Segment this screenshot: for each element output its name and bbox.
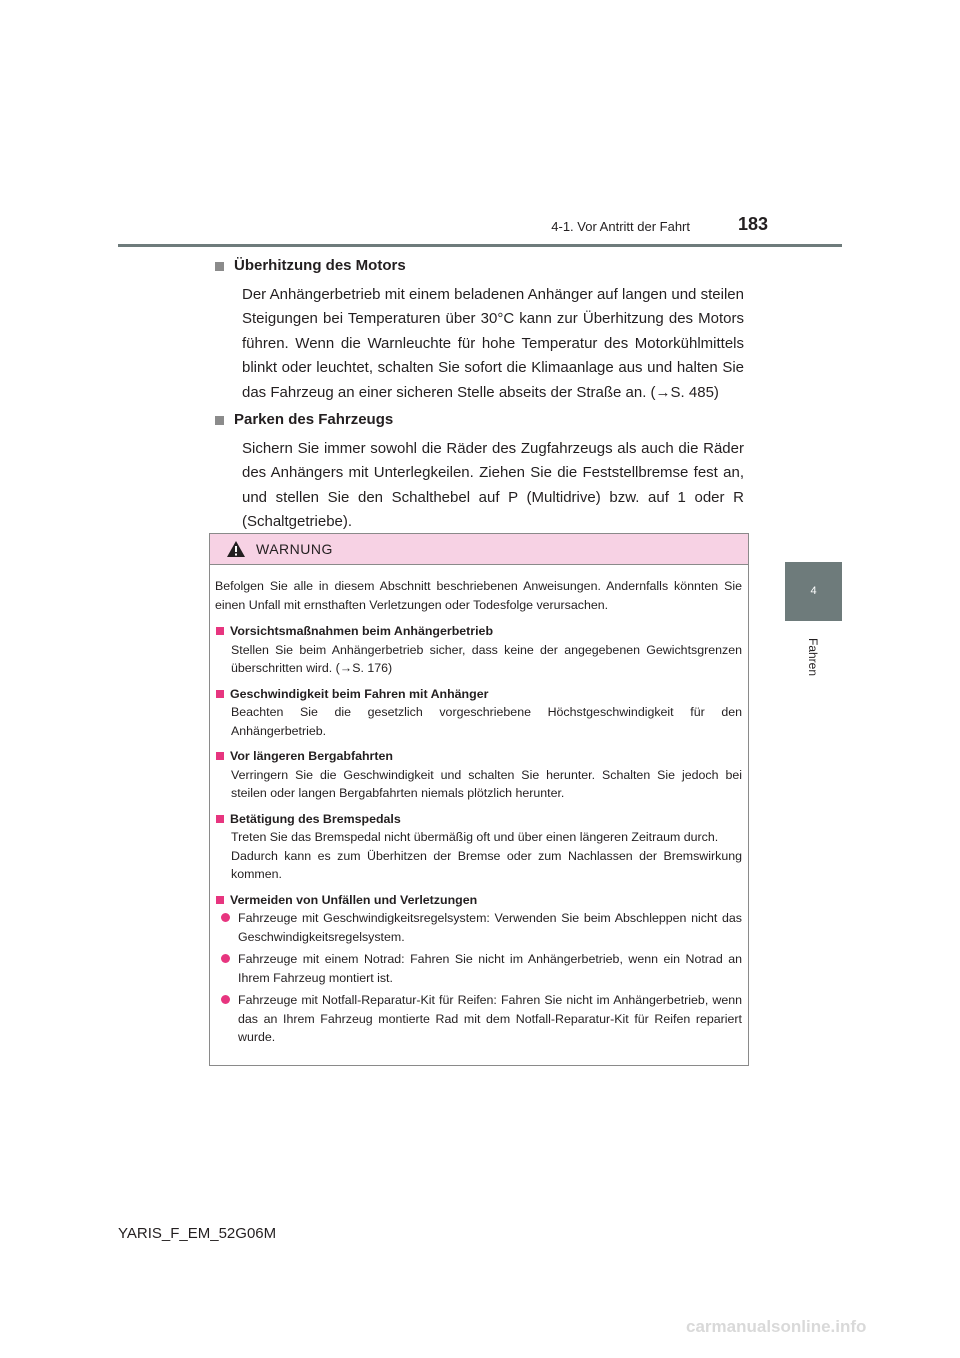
document-code: YARIS_F_EM_52G06M xyxy=(118,1225,277,1242)
warning-bullet xyxy=(221,950,742,987)
square-bullet-icon xyxy=(216,815,224,823)
square-bullet-icon xyxy=(215,416,224,425)
warning-intro: Befolgen Sie alle in diesem Abschnitt beschriebenen Anweisungen. Andernfalls könnten Sie einen Unfall mit ernsthaften Verletzungen oder Todesfolge verursachen. xyxy=(215,579,742,612)
warning-item-heading xyxy=(215,747,742,766)
warning-item xyxy=(215,891,742,1047)
square-bullet-icon xyxy=(216,627,224,635)
warning-item-title: Vermeiden von Unfällen und Verletzungen xyxy=(230,892,478,907)
warning-item-heading xyxy=(215,622,742,641)
section-heading-text: Parken des Fahrzeugs xyxy=(234,411,394,428)
warning-header xyxy=(210,534,748,565)
warning-item xyxy=(215,810,742,884)
warning-triangle-icon xyxy=(226,540,246,558)
warning-item xyxy=(215,747,742,803)
chapter-label-text: Fahren xyxy=(806,638,820,677)
warning-bullet xyxy=(221,991,742,1047)
section-overheating xyxy=(210,254,744,412)
warning-item-heading xyxy=(215,810,742,829)
warning-title: WARNUNG xyxy=(256,541,333,557)
chapter-label xyxy=(786,638,842,678)
warning-item-heading xyxy=(215,891,742,910)
section-heading-text: Überhitzung des Motors xyxy=(234,257,406,274)
square-bullet-icon xyxy=(216,896,224,904)
square-bullet-icon xyxy=(215,262,224,271)
warning-item-text: Stellen Sie beim Anhängerbetrieb sicher, dass keine der angegebenen Gewichtsgrenzen überschritten wird. (→S. 176) xyxy=(231,642,742,675)
chapter-tab[interactable]: 4 xyxy=(785,562,842,621)
page-number: 183 xyxy=(738,214,769,234)
section-paragraph: Sichern Sie immer sowohl die Räder des Zugfahrzeugs als auch die Räder des Anhängers mit Unterlegkeilen. Ziehen Sie die Feststellbremse fest an, und stellen Sie den Schalthebel auf P (Multidrive) bzw. auf 1 oder R (Schaltgetriebe). xyxy=(242,439,744,530)
section-parking xyxy=(210,408,744,542)
warning-item-title: Geschwindigkeit beim Fahren mit Anhänger xyxy=(230,686,489,701)
watermark: carmanualsonline.info xyxy=(686,1317,867,1336)
warning-item-title: Betätigung des Bremspedals xyxy=(230,811,401,826)
square-bullet-icon xyxy=(216,690,224,698)
warning-item-text: Treten Sie das Bremspedal nicht übermäßig oft und über einen längeren Zeitraum durch. xyxy=(231,830,719,844)
warning-item xyxy=(215,622,742,678)
warning-bullet xyxy=(221,909,742,946)
warning-item-text: Verringern Sie die Geschwindigkeit und schalten Sie herunter. Schalten Sie jedoch bei steilen oder langen Bergabfahrten niemals plötzlich herunter. xyxy=(231,767,742,800)
section-paragraph: Der Anhängerbetrieb mit einem beladenen Anhänger auf langen und steilen Steigungen bei Temperaturen über 30°C kann zur Überhitzung des Motors führen. Wenn die Warnleuchte für hohe Temperatur des Motorkühlmittels blinkt oder leuchtet, schalten Sie sofort die Klimaanlage aus und halten Sie das Fahrzeug an einer sicheren Stelle abseits der Straße an. (→S. 485) xyxy=(242,285,744,401)
warning-bullet-text: Fahrzeuge mit Geschwindigkeitsregelsystem: Verwenden Sie beim Abschleppen nicht das Geschwindigkeitsregelsystem. xyxy=(238,911,742,944)
section-heading xyxy=(210,408,744,433)
warning-bullet-text: Fahrzeuge mit einem Notrad: Fahren Sie nicht im Anhängerbetrieb, wenn ein Notrad an Ihrem Fahrzeug montiert ist. xyxy=(238,952,742,985)
square-bullet-icon xyxy=(216,752,224,760)
dot-bullet-icon xyxy=(221,954,230,963)
warning-body xyxy=(210,565,748,1047)
warning-item-text: Beachten Sie die gesetzlich vorgeschriebene Höchstgeschwindigkeit für den Anhängerbetrieb. xyxy=(231,705,742,738)
dot-bullet-icon xyxy=(221,995,230,1004)
warning-item-title: Vor längeren Bergabfahrten xyxy=(230,749,393,763)
warning-item-text: Dadurch kann es zum Überhitzen der Bremse oder zum Nachlassen der Bremswirkung kommen. xyxy=(231,848,742,881)
warning-item-heading xyxy=(215,685,742,704)
warning-item-title: Vorsichtsmaßnahmen beim Anhängerbetrieb xyxy=(230,624,494,638)
section-title: 4-1. Vor Antritt der Fahrt xyxy=(551,219,690,234)
section-heading xyxy=(210,254,744,279)
warning-box xyxy=(209,533,749,1066)
warning-item xyxy=(215,685,742,741)
header-rule xyxy=(118,244,842,247)
dot-bullet-icon xyxy=(221,913,230,922)
warning-bullet-text: Fahrzeuge mit Notfall-Reparatur-Kit für Reifen: Fahren Sie nicht im Anhängerbetrieb, wenn das an Ihrem Fahrzeug montierte Rad mit dem Notfall-Reparatur-Kit für Reifen repariert wurde. xyxy=(238,993,742,1044)
